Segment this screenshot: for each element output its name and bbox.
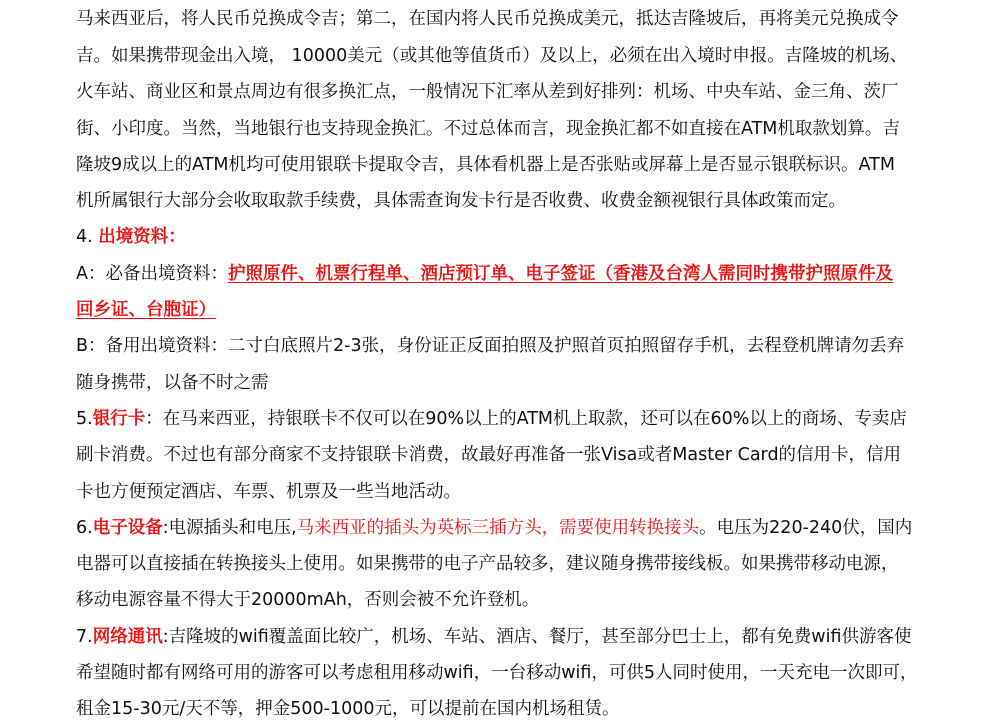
section-title: 银行卡 <box>92 408 146 429</box>
currency-text-line3: 火车站、商业区和景点周边有很多换汇点，一般情况下汇率从差到好排列：机场、中央车站、金三角、茨厂 <box>76 82 899 103</box>
electronics-line3: 移动电源容量不得大于20000mAh，否则会被不允许登机。 <box>76 590 540 611</box>
text-line <box>76 655 956 691</box>
document-body <box>76 0 956 728</box>
network-line1: :吉隆坡的wifi覆盖面比较广，机场、车站、酒店、餐厅，甚至部分巴士上，都有免费wifi供游客使 <box>162 626 912 647</box>
exit-docs-b-line2: 随身携带，以备不时之需 <box>76 372 269 393</box>
section-heading-exit-docs <box>76 219 956 255</box>
section-number: 6. <box>76 517 93 538</box>
text-line <box>76 582 956 618</box>
text-line <box>76 292 956 328</box>
text-line <box>76 111 956 147</box>
section-heading-electronics <box>76 510 956 546</box>
text-line <box>76 691 956 727</box>
text-line <box>76 147 956 183</box>
text-line <box>76 38 956 74</box>
text-line <box>76 365 956 401</box>
section-heading-bank-card <box>76 401 956 437</box>
section-title: 网络通讯 <box>92 626 163 647</box>
section-title: 电子设备 <box>92 517 163 538</box>
section-number: 5. <box>76 408 93 429</box>
network-line3: 租金15-30元/天不等，押金500-1000元，可以提前在国内机场租赁。 <box>76 699 620 720</box>
text-line <box>76 474 956 510</box>
currency-text-line4: 街、小印度。当然，当地银行也支持现金换汇。不过总体而言，现金换汇都不如直接在ATM机取款划算。吉 <box>76 118 900 139</box>
bank-card-line3: 卡也方便预定酒店、车票、机票及一些当地活动。 <box>76 481 461 502</box>
text-line <box>76 74 956 110</box>
section-number: 4. <box>76 227 99 248</box>
electronics-line1-start: :电源插头和电压, <box>162 517 297 538</box>
text-line <box>76 256 956 292</box>
section-heading-network <box>76 619 956 655</box>
bank-card-line1: ：在马来西亚，持银联卡不仅可以在90%以上的ATM机上取款，还可以在60%以上的商场、专卖店 <box>145 408 907 429</box>
text-line <box>76 328 956 364</box>
exit-docs-b-line1: B：备用出境资料：二寸白底照片2-3张，身份证正反面拍照及护照首页拍照留存手机，去程登机牌请勿丢弃 <box>76 336 905 357</box>
currency-text-line2: 吉。如果携带现金出入境， 10000美元（或其他等值货币）及以上，必须在出入境时申报。吉隆坡的机场、 <box>76 46 908 66</box>
electronics-line2: 电器可以直接插在转换接头上使用。如果携带的电子产品较多，建议随身携带接线板。如果携带移动电源， <box>76 554 899 575</box>
exit-docs-a-required-line2: 回乡证、台胞证） <box>76 300 216 321</box>
currency-text-line6: 机所属银行大部分会收取取款手续费，具体需查询发卡行是否收费、收费金额视银行具体政策而定。 <box>76 191 846 212</box>
text-line <box>76 546 956 582</box>
currency-text-line5: 隆坡9成以上的ATM机均可使用银联卡提取令吉，具体看机器上是否张贴或屏幕上是否显示银联标识。ATM <box>76 154 895 175</box>
exit-docs-a-required-line1: 护照原件、机票行程单、酒店预订单、电子签证（香港及台湾人需同时携带护照原件及 <box>227 263 893 284</box>
bank-card-line2: 刷卡消费。不过也有部分商家不支持银联卡消费，故最好再准备一张Visa或者Master Card的信用卡，信用 <box>76 445 902 466</box>
electronics-line1-end: 。电压为220-240伏，国内 <box>699 517 913 538</box>
text-line <box>76 0 956 38</box>
text-line <box>76 437 956 473</box>
exit-docs-a-label: A：必备出境资料： <box>76 263 228 284</box>
electronics-plug-warning: 马来西亚的插头为英标三插方头，需要使用转换接头 <box>296 517 700 538</box>
text-line <box>76 183 956 219</box>
section-number: 7. <box>76 626 93 647</box>
currency-text-line1: 马来西亚后，将人民币兑换成令吉；第二，在国内将人民币兑换成美元，抵达吉隆坡后，再将美元兑换成令 <box>76 9 899 29</box>
network-line2: 希望随时都有网络可用的游客可以考虑租用移动wifi，一台移动wifi，可供5人同时使用，一天充电一次即可， <box>76 663 918 684</box>
section-title: 出境资料： <box>98 227 186 248</box>
